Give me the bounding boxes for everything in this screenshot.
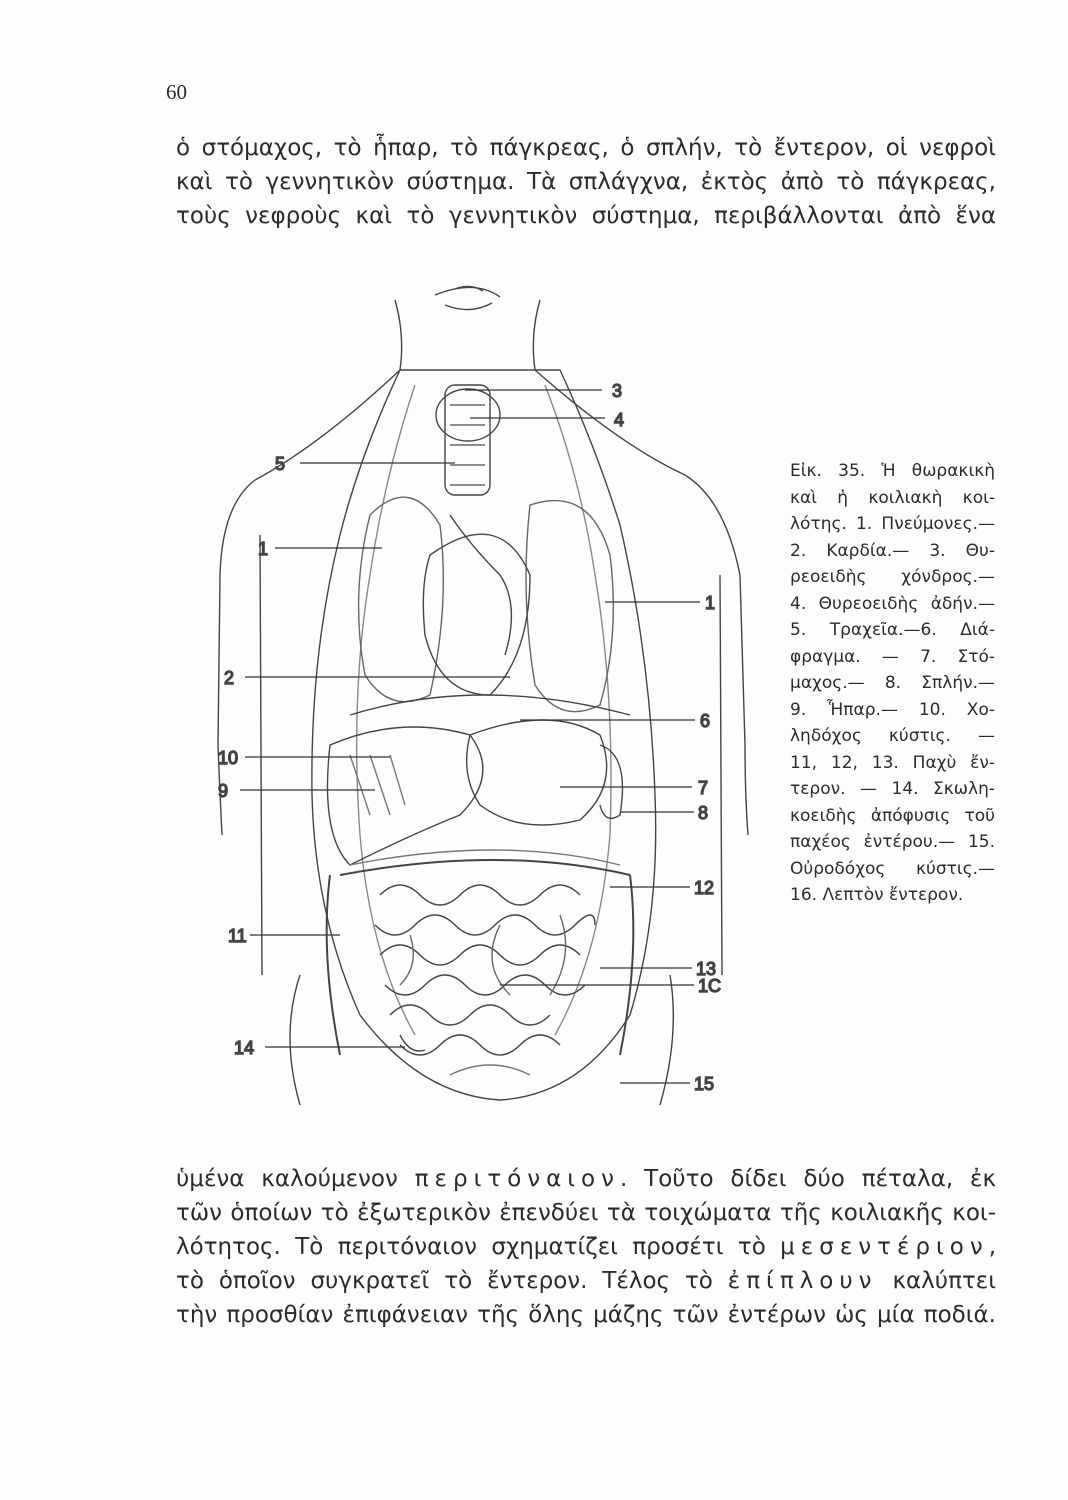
label-9: 9 (218, 781, 229, 801)
paragraph-line: τῶν ὁποίων τὸ ἐξωτερικὸν ἐπενδύει τὰ τοιχώματα τῆς κοιλιακῆς κοι- (176, 1200, 996, 1226)
text-run: τὸ ὁποῖον συγκρατεῖ τὸ ἔντερον. Τέλος τὸ (176, 1268, 728, 1294)
paragraph-line (176, 1230, 996, 1264)
paragraph-line: τὴν προσθίαν ἐπιφάνειαν τῆς ὅλης μάζης τῶν ἐντέρων ὡς μία ποδιά. (176, 1302, 996, 1328)
label-3: 3 (612, 381, 623, 401)
figure-caption (790, 458, 995, 909)
caption-line: τερον. — 14. Σκωλη- (790, 779, 995, 799)
label-11: 11 (228, 926, 247, 946)
text-run: . Τοῦτο δίδει δύο πέταλα, ἐκ (619, 1166, 996, 1192)
label-12: 12 (694, 878, 715, 898)
caption-line: 2. Καρδία.— 3. Θυ- (790, 540, 995, 561)
caption-line: παχέος ἐντέρου.— 15. (790, 832, 995, 852)
label-16: 1C (698, 976, 722, 996)
term-peritonaion: περιτόναιον (414, 1166, 620, 1192)
label-15: 15 (694, 1074, 715, 1094)
caption-line: 11, 12, 13. Παχὺ ἔν- (790, 752, 995, 773)
caption-line: κοειδὴς ἀπόφυσις τοῦ (790, 805, 995, 826)
label-7: 7 (698, 778, 709, 798)
label-6: 6 (700, 711, 711, 731)
paragraph-line: τοὺς νεφροὺς καὶ τὸ γεννητικὸν σύστημα, περιβάλλονται ἀπὸ ἕνα (176, 203, 996, 229)
paragraph-bottom (176, 1162, 996, 1332)
page-number: 60 (166, 80, 187, 104)
caption-line: 16. Λεπτὸν ἔντερον. (790, 885, 964, 905)
text-run: καλύπτει (877, 1268, 996, 1294)
paragraph-line (176, 1264, 996, 1298)
paragraph-line (176, 1162, 996, 1196)
caption-line: 9. Ἧπαρ.— 10. Χο- (790, 699, 995, 720)
label-2: 2 (224, 668, 235, 688)
label-13: 13 (696, 959, 717, 979)
anatomy-figure (200, 275, 760, 1145)
term-epiploun: ἐπίπλουν (727, 1268, 878, 1294)
label-1-left: 1 (258, 539, 269, 559)
caption-line: 5. Τραχεῖα.—6. Διά- (790, 620, 995, 640)
caption-line: ληδόχος κύστις. — (790, 726, 995, 746)
text-run: λότητος. Τὸ περιτόναιον σχηματίζει προσέτι τὸ (176, 1234, 781, 1260)
caption-line: καὶ ἡ κοιλιακὴ κοι- (790, 487, 995, 508)
label-8: 8 (698, 803, 709, 823)
label-1-right: 1 (705, 593, 716, 613)
text-run: , (988, 1234, 996, 1260)
term-mesenterion: μεσεντέριον (780, 1234, 989, 1260)
caption-line: λότης. 1. Πνεύμονες.— (790, 514, 995, 534)
caption-line: μαχος.— 8. Σπλήν.— (790, 673, 995, 693)
label-5: 5 (275, 454, 286, 474)
label-4: 4 (614, 410, 625, 430)
caption-line: ρεοειδὴς χόνδρος.— (790, 567, 995, 587)
paragraph-line: ὁ στόμαχος, τὸ ἧπαρ, τὸ πάγκρεας, ὁ σπλήν, τὸ ἔντερον, οἱ νεφροὶ (176, 135, 996, 161)
label-14: 14 (234, 1038, 255, 1058)
text-run: ὑμένα καλούμενον (176, 1166, 415, 1192)
anatomy-illustration (200, 275, 760, 1145)
caption-line: 4. Θυρεοειδὴς ἀδήν.— (790, 593, 995, 614)
paragraph-top (176, 131, 996, 233)
caption-line: Οὐροδόχος κύστις.— (790, 858, 995, 879)
label-10: 10 (218, 748, 239, 768)
caption-line: φραγμα. — 7. Στό- (790, 646, 995, 667)
paragraph-line: καὶ τὸ γεννητικὸν σύστημα. Τὰ σπλάγχνα, ἐκτὸς ἀπὸ τὸ πάγκρεας, (176, 169, 996, 195)
caption-line: Εἰκ. 35. Ἡ θωρακικὴ (790, 461, 995, 481)
